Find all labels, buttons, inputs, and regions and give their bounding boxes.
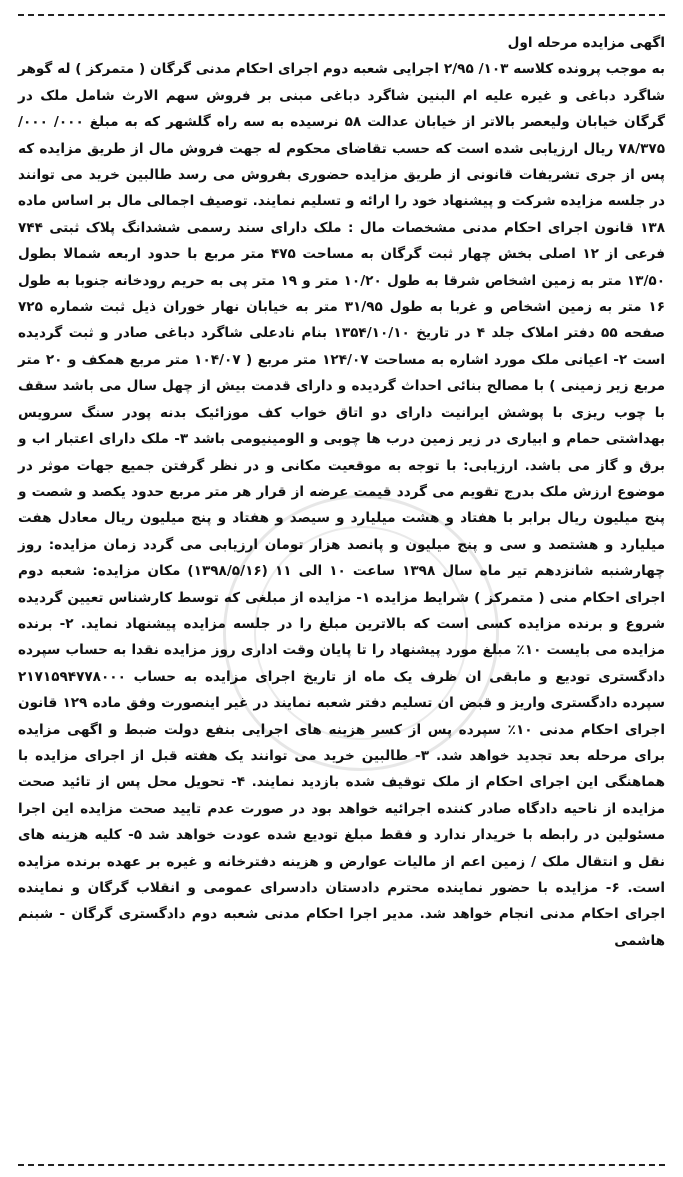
notice-heading: اگهی مزایده مرحله اول xyxy=(507,35,665,51)
bottom-divider xyxy=(18,1164,665,1166)
auction-notice xyxy=(18,30,665,954)
notice-page xyxy=(18,0,665,1177)
top-divider xyxy=(18,14,665,16)
notice-body: به موجب پرونده کلاسه ۱۰۳/ ۲/۹۵ اجرایی شعبه دوم اجرای احکام مدنی گرگان ( متمرکز ) له گوهر شاگرد دباغی و غیره علیه ام البنین شاگرد دباغی مبنی بر فروش سهم الارث شامل ملک در گرگان خیابان ولیعصر بالاتر از خیابان عدالت ۵۸ نرسیده به سه راه گلشهر که به مبلغ ۰۰۰/ ۰۰۰/ ۷۸/۳۷۵ ریال ارزیابی شده است که حسب تقاضای محکوم له جهت فروش مال از طریق مزایده که پس از جری تشریفات قانونی از طریق مزایده حضوری بفروش می رسد طالبین خرید می توانند در جلسه مزایده شرکت و پیشنهاد خود را ارائه و تسلیم نمایند. توصیف اجمالی مال بر اساس ماده ۱۳۸ قانون اجرای احکام مدنی مشخصات مال : ملک دارای سند رسمی ششدانگ پلاک ثبتی ۷۴۴ فرعی از ۱۲ اصلی بخش چهار ثبت گرگان به مساحت ۴۷۵ متر مربع با حدود اربعه شمالا بطول ۱۳/۵۰ متر به زمین اشخاص شرقا به طول ۱۰/۲۰ متر و ۱۹ متر پی به حریم رودخانه جنوبا به طول ۱۶ متر به زمین اشخاص و غربا به طول ۳۱/۹۵ متر به خیابان نهار خوران ذیل ثبت شماره ۷۲۵ صفحه ۵۵ دفتر املاک جلد ۴ در تاریخ ۱۳۵۴/۱۰/۱۰ بنام نادعلی شاگرد دباغی صادر و ثبت گردیده است ۲- اعیانی ملک مورد اشاره به مساحت ۱۲۴/۰۷ متر مربع ( ۱۰۴/۰۷ متر مربع همکف و ۲۰ متر مربع زیر زمینی ) با مصالح بنائی احداث گردیده و دارای قدمت بیش از چهل سال می باشد سقف با چوب ریزی با پوشش ایرانیت دارای دو اتاق خواب کف موزائیک بدنه پودر سنگ سرویس بهداشتی حمام و ابیاری در زیر زمین درب ها چوبی و الومینیومی باشد ۳- ملک دارای اعتبار اب و برق و گاز می باشد. ارزیابی: با توجه به موقعیت مکانی و در نظر گرفتن جمیع جهات موثر در موضوع ارزش ملک بدرج تقویم می گردد قیمت عرضه از قرار هر متر مربع حدود یکصد و شصت و پنج میلیون ریال برابر با هفتاد و هشت میلیارد و سیصد و هفتاد و پنج میلیون ریال معادل هفت میلیارد و هشتصد و سی و پنج میلیون و پانصد هزار تومان ارزیابی می گردد زمان مزایده: روز چهارشنبه شانزدهم تیر ماه سال ۱۳۹۸ ساعت ۱۰ الی ۱۱ (۱۳۹۸/۵/۱۶) مکان مزایده: شعبه دوم اجرای احکام منی ( متمرکز ) شرایط مزایده ۱- مزایده از مبلغی که توسط کارشناس تعیین گردیده شروع و برنده مزایده کسی است که بالاترین مبلغ را در جلسه مزایده پیشنهاد نماید. ۲- برنده مزایده می بایست ۱۰٪ مبلغ مورد پیشنهاد را تا پایان وقت اداری روز مزایده نقدا به حساب سپرده دادگستری تودیع و مابقی ان ظرف یک ماه از تاریخ اجرای مزایده به حساب ۲۱۷۱۵۹۴۷۷۸۰۰۰ سپرده دادگستری واریز و قبض ان تسلیم دفتر شعبه نمایند در غیر اینصورت وفق ماده ۱۲۹ قانون اجرای احکام مدنی ۱۰٪ سپرده پس از کسر هزینه های اجرایی بنفع دولت ضبط و اگهی مزایده برای مرحله بعد تجدید خواهد شد. ۳- طالبین خرید می توانند یک هفته قبل از اجرای مزایده با هماهنگی این اجرای احکام از ملک توقیف شده بازدید نمایند. ۴- تحویل محل پس از تائید صحت مزایده از ناحیه دادگاه صادر کننده اجرائیه خواهد بود در صورت عدم تایید صحت مزایده این اجرا مسئولین در رابطه با خریدار ندارد و فقط مبلغ تودیع شده عودت خواهد شد ۵- کلیه هزینه های نقل و انتقال ملک / زمین اعم از مالیات عوارض و هزینه دفترخانه و غیره بر عهده برنده مزایده است. ۶- مزایده با حضور نماینده محترم دادستان دادسرای عمومی و انقلاب گرگان و نماینده اجرای احکام مدنی انجام خواهد شد. مدیر اجرا احکام مدنی شعبه دوم دادگستری گرگان - شبنم هاشمی xyxy=(18,61,666,949)
